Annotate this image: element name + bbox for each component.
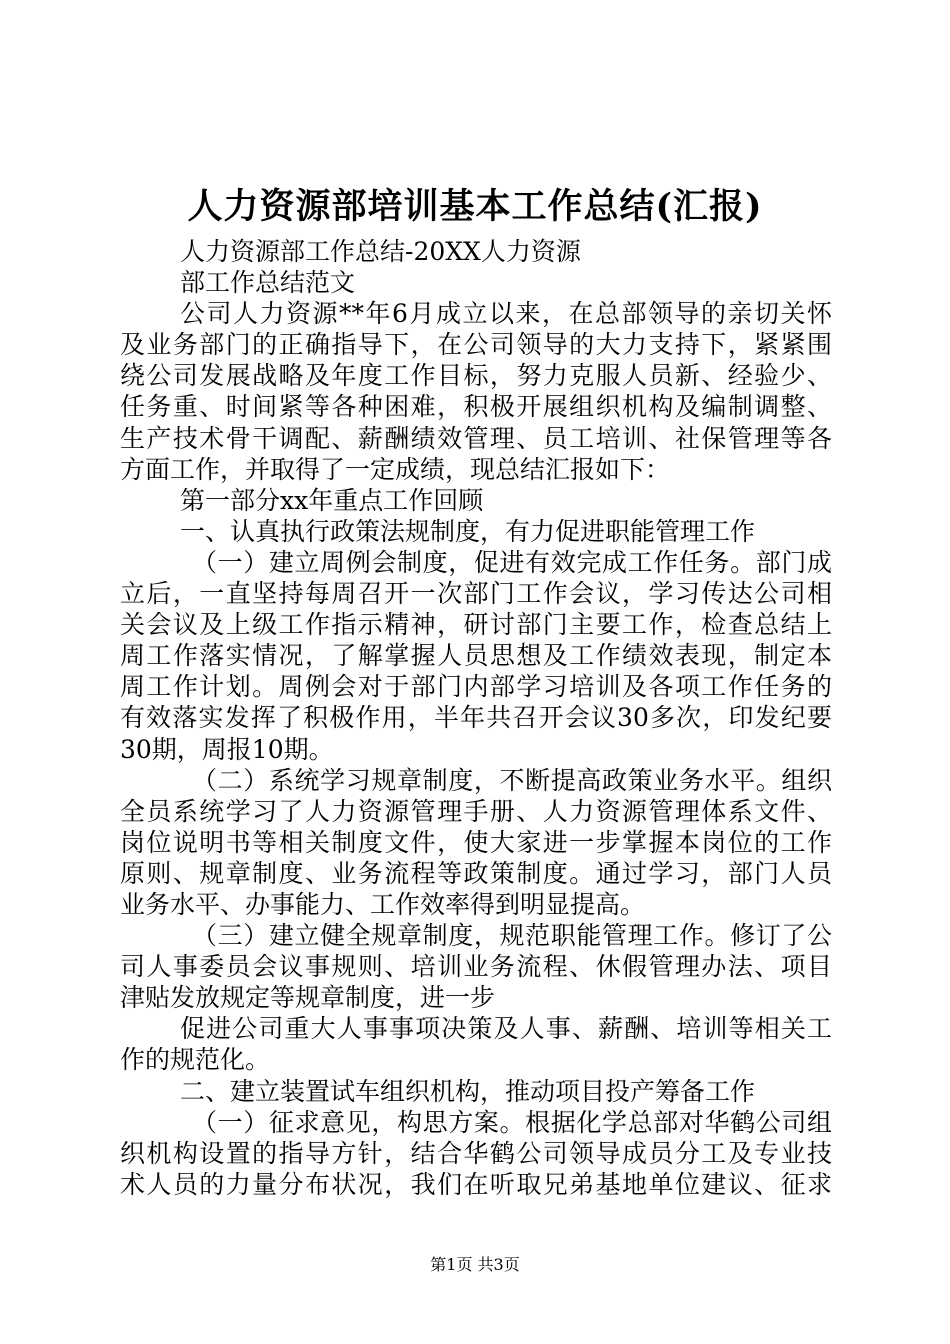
paragraph-line: 公司人力资源**年6月成立以来，在总部领导的亲切关怀 xyxy=(180,299,832,329)
paragraph-line: 部工作总结范文 xyxy=(180,268,356,298)
paragraph-line: 方面工作，并取得了一定成绩，现总结汇报如下： xyxy=(120,454,671,484)
paragraph-line: 及业务部门的正确指导下，在公司领导的大力支持下，紧紧围 xyxy=(120,330,832,360)
paragraph-line: 促进公司重大人事事项决策及人事、薪酬、培训等相关工 xyxy=(180,1014,832,1044)
paragraph-line: 30期，周报10期。 xyxy=(120,734,334,764)
paragraph-line: 司人事委员会议事规则、培训业务流程、休假管理办法、项目 xyxy=(120,952,832,982)
section-heading: 二、建立装置试车组织机构，推动项目投产筹备工作 xyxy=(180,1076,756,1106)
paragraph-line: 津贴发放规定等规章制度，进一步 xyxy=(120,983,496,1013)
document-body xyxy=(120,236,832,1200)
paragraph-line: 有效落实发挥了积极作用，半年共召开会议30多次，印发纪要 xyxy=(120,703,832,733)
section-heading: 第一部分xx年重点工作回顾 xyxy=(180,485,484,515)
paragraph-line: 绕公司发展战略及年度工作目标，努力克服人员新、经验少、 xyxy=(120,361,832,391)
paragraph-line: 周工作计划。周例会对于部门内部学习培训及各项工作任务的 xyxy=(120,672,832,702)
paragraph-line: （二）系统学习规章制度，不断提高政策业务水平。组织 xyxy=(192,765,832,795)
paragraph-line: 岗位说明书等相关制度文件，使大家进一步掌握本岗位的工作 xyxy=(120,827,832,857)
paragraph-line: （三）建立健全规章制度，规范职能管理工作。修订了公 xyxy=(192,921,832,951)
paragraph-line: 原则、规章制度、业务流程等政策制度。通过学习，部门人员 xyxy=(120,858,832,888)
section-heading: 一、认真执行政策法规制度，有力促进职能管理工作 xyxy=(180,516,756,546)
paragraph-line: 任务重、时间紧等各种困难，积极开展组织机构及编制调整、 xyxy=(120,392,832,422)
page-number-footer: 第1页 共3页 xyxy=(430,1255,520,1274)
paragraph-line: 织机构设置的指导方针，结合华鹤公司领导成员分工及专业技 xyxy=(120,1138,832,1168)
paragraph-line: 关会议及上级工作指示精神，研讨部门主要工作，检查总结上 xyxy=(120,610,832,640)
paragraph-line: 人力资源部工作总结-20XX人力资源 xyxy=(180,237,581,266)
paragraph-line: 生产技术骨干调配、薪酬绩效管理、员工培训、社保管理等各 xyxy=(120,423,832,453)
paragraph-line: （一）征求意见，构思方案。根据化学总部对华鹤公司组 xyxy=(192,1107,832,1137)
paragraph-line: 立后，一直坚持每周召开一次部门工作会议，学习传达公司相 xyxy=(120,579,832,609)
paragraph-line: 作的规范化。 xyxy=(120,1045,271,1075)
paragraph-line: 全员系统学习了人力资源管理手册、人力资源管理体系文件、 xyxy=(120,796,832,826)
document-title: 人力资源部培训基本工作总结(汇报) xyxy=(187,186,763,227)
paragraph-line: （一）建立周例会制度，促进有效完成工作任务。部门成 xyxy=(192,547,832,577)
paragraph-line: 周工作落实情况，了解掌握人员思想及工作绩效表现，制定本 xyxy=(120,641,832,671)
paragraph-line: 业务水平、办事能力、工作效率得到明显提高。 xyxy=(120,889,646,919)
paragraph-line: 术人员的力量分布状况，我们在听取兄弟基地单位建议、征求 xyxy=(120,1169,832,1199)
